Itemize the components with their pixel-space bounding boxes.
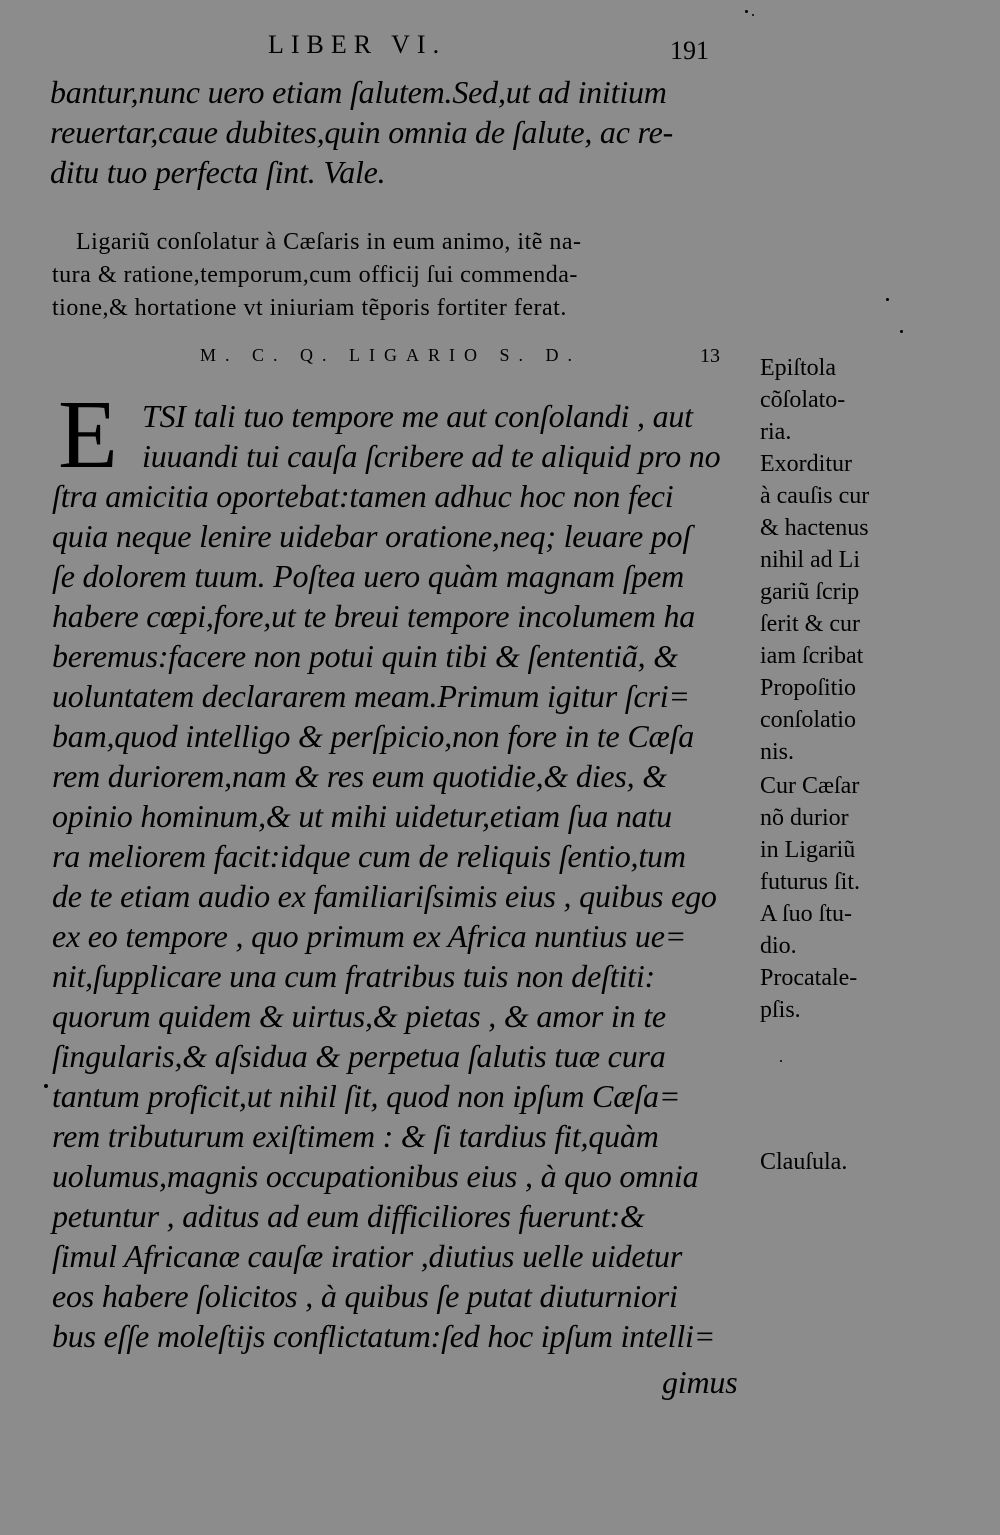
side-note-line: dio.	[760, 933, 797, 959]
body-line: ſingularis,& aſsidua & perpetua ſalutis tuæ cura	[52, 1038, 666, 1074]
side-note-line: nihil ad Li	[760, 547, 860, 573]
scan-speck	[900, 330, 903, 333]
side-note-line: cõſolato-	[760, 387, 846, 413]
body-line: ſimul Africanæ cauſæ iratior ,diutius uelle uidetur	[52, 1238, 683, 1274]
argument-line: tura & ratione,temporum,cum officij ſui commenda-	[52, 262, 578, 288]
page-number: 191	[670, 36, 709, 65]
argument-line: tione,& hortatione vt iniuriam tẽporis fortiter ferat.	[52, 295, 567, 321]
scan-speck	[44, 1084, 48, 1088]
side-note-line: pſis.	[760, 997, 801, 1023]
body-line: rem tributurum exiſtimem : & ſi tardius fit,quàm	[52, 1118, 659, 1154]
body-line: uoluntatem declararem meam.Primum igitur ſcri=	[52, 678, 690, 714]
side-note-line: Exorditur	[760, 451, 852, 477]
catchword: gimus	[662, 1364, 738, 1400]
body-line: TSI tali tuo tempore me aut conſolandi , aut	[142, 398, 693, 434]
running-head: LIBER VI.	[268, 30, 447, 59]
body-line: bam,quod intelligo & perſpicio,non fore in te Cæſa	[52, 718, 695, 754]
side-note-line: nis.	[760, 739, 795, 765]
scan-speck	[752, 14, 754, 16]
body-line: ſe dolorem tuum. Poſtea uero quàm magnam ſpem	[52, 558, 685, 594]
side-note-line: Cur Cæſar	[760, 773, 860, 799]
argument-line: Ligariũ conſolatur à Cæſaris in eum animo, itẽ na-	[76, 229, 582, 255]
body-line: quorum quidem & uirtus,& pietas , & amor in te	[52, 998, 666, 1034]
side-note-line: iam ſcribat	[760, 643, 864, 669]
text-line: reuertar,caue dubites,quin omnia de ſalute, ac re-	[50, 114, 674, 150]
side-note-line: nõ durior	[760, 805, 849, 831]
side-note-line: futurus ſit.	[760, 869, 860, 895]
side-note-line: Clauſula.	[760, 1149, 848, 1175]
body-line: ra meliorem facit:idque cum de reliquis ſentio,tum	[52, 838, 686, 874]
body-line: quia neque lenire uidebar oratione,neq; leuare poſ	[52, 518, 692, 554]
side-note-line: Propoſitio	[760, 675, 857, 701]
body-line: uolumus,magnis occupationibus eius , à quo omnia	[52, 1158, 699, 1194]
scan-speck	[886, 298, 889, 301]
body-line: rem duriorem,nam & res eum quotidie,& dies, &	[52, 758, 667, 794]
body-line: de te etiam audio ex familiariſsimis eius , quibus ego	[52, 878, 717, 914]
body-line: opinio hominum,& ut mihi uidetur,etiam ſua natu	[52, 798, 672, 834]
side-note-line: ſerit & cur	[760, 611, 860, 637]
body-line: iuuandi tui cauſa ſcribere ad te aliquid pro no	[142, 438, 721, 474]
body-line: petuntur , aditus ad eum difficiliores fuerunt:&	[52, 1198, 645, 1234]
body-line: ex eo tempore , quo primum ex Africa nuntius ue=	[52, 918, 687, 954]
side-note-line: Procatale-	[760, 965, 858, 991]
body-line: eos habere ſolicitos , à quibus ſe putat diuturniori	[52, 1278, 678, 1314]
body-line: beremus:facere non potui quin tibi & ſententiã, &	[52, 638, 678, 674]
side-note-line: Epiſtola	[760, 355, 836, 381]
letter-number: 13	[700, 345, 720, 367]
side-note-line: in Ligariũ	[760, 837, 856, 863]
text-line: bantur,nunc uero etiam ſalutem.Sed,ut ad initium	[50, 74, 667, 110]
side-note-line: à cauſis cur	[760, 483, 870, 509]
drop-cap: E	[58, 381, 118, 489]
side-note-line: A ſuo ſtu-	[760, 901, 853, 927]
side-note-line: gariũ ſcrip	[760, 579, 860, 605]
side-note-line: ria.	[760, 419, 792, 445]
body-line: nit,ſupplicare una cum fratribus tuis non deſtiti:	[52, 958, 656, 994]
text-line: ditu tuo perfecta ſint. Vale.	[50, 154, 386, 190]
scan-speck	[745, 10, 748, 13]
body-line: habere cœpi,fore,ut te breui tempore incolumem ha	[52, 598, 696, 634]
letter-heading: M. C. Q. LIGARIO S. D.	[200, 345, 582, 365]
body-line: tantum proficit,ut nihil ſit, quod non ipſum Cæſa=	[52, 1078, 681, 1114]
side-note-line: conſolatio	[760, 707, 856, 733]
body-line: ſtra amicitia oportebat:tamen adhuc hoc non feci	[52, 478, 674, 514]
side-note-line: & hactenus	[760, 515, 869, 541]
body-line: bus eſſe moleſtijs conflictatum:ſed hoc ipſum intelli=	[52, 1318, 716, 1354]
scan-speck	[780, 1060, 782, 1062]
